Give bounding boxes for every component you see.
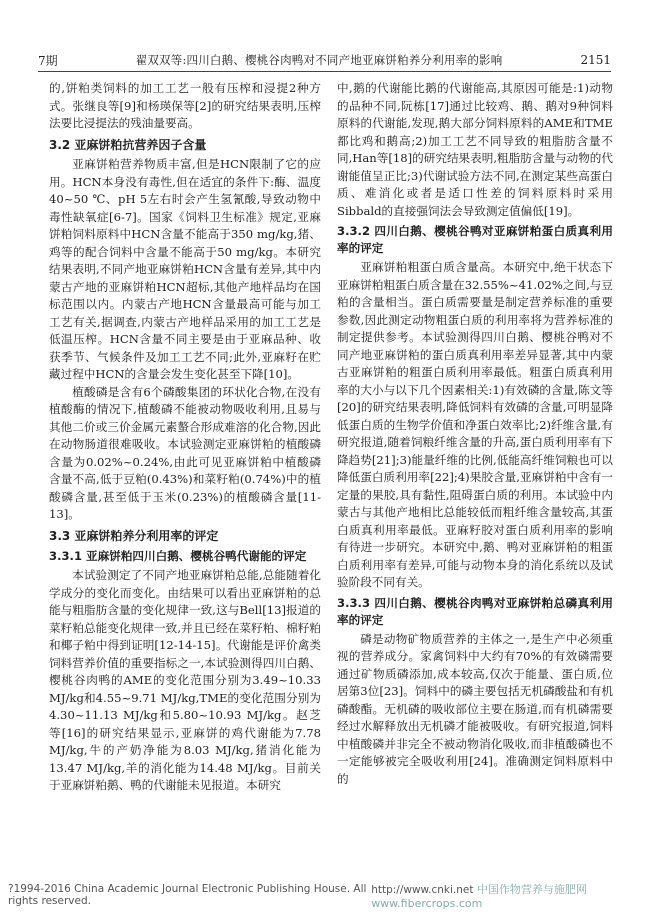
subsection-heading-3-3-2: 3.3.2 四川白鹅、樱桃谷鸭对亚麻饼粕蛋白质真利用率的评定	[337, 224, 613, 255]
page-header	[38, 50, 611, 70]
header-divider	[38, 71, 611, 72]
paragraph: 亚麻饼粕粗蛋白质含量高。本研究中,绝干状态下亚麻饼粕粗蛋白质含量在32.55%~41.02%之间,与豆粕的含量相当。蛋白质需要量是制定营养标准的重要参数,因此测定动物粗蛋白质的利用率将为营养标准的制定提供参考。本试验测得四川白鹅、樱桃谷鸭对不同产地亚麻饼粕的蛋白质真利用率差异显著,其中内蒙古亚麻饼粕的粗蛋白质利用率最低。粗蛋白质真利用率的大小与以下几个因素相关:1)有效磷的含量,陈文等[20]的研究结果表明,降低饲料有效磷的含量,可明显降低蛋白质的生物学价值和净蛋白效率比;2)纤维含量,有研究报道,随着饲粮纤维含量的升高,蛋白质利用率有下降趋势[21];3)能量纤维的比例,低能高纤维饲粮也可以降低蛋白质利用率[22];4)果胶含量,亚麻饼粕中含有一定量的果胶,具有黏性,阻碍蛋白质的利用。本试验中内蒙古与其他产地相比总能较低而粗纤维含量较高,其蛋白质真利用率最低。亚麻籽胶对蛋白质利用率的影响有待进一步研究。本研究中,鹅、鸭对亚麻饼粕的粗蛋白质利用率有差异,可能与动物本身的消化系统以及试验阶段不同有关。	[337, 260, 613, 589]
paragraph: 磷是动物矿物质营养的主体之一,是生产中必须重视的营养成分。家禽饲料中大约有70%的有效磷需要通过矿物质磷添加,成本较高,仅次于能量、蛋白质,位居第3位[23]。饲料中的磷主要包括无机磷酸盐和有机磷酸酯。无机磷的吸收部位主要在肠道,而有机磷需要经过水解释放出无机磷才能被吸收。有研究报道,饲料中植酸磷并非完全不被动物消化吸收,而非植酸磷也不一定能够被完全吸收利用[24]。准确测定饲料原料中的	[337, 631, 613, 786]
section-heading-3-3: 3.3 亚麻饼粕养分利用率的评定	[49, 528, 219, 543]
paragraph: 植酸磷是含有6个磷酸集团的环状化合物,在没有植酸酶的情况下,植酸磷不能被动物吸收利用,且易与其他二价或三价金属元素螯合形成难溶的化合物,因此在动物肠道很难吸收。本试验测定亚麻饼粕的植酸磷含量为0.02%~0.24%,由此可见亚麻饼粕中植酸磷含量不高,低于豆粕(0.43%)和菜籽粕(0.74%)中的植酸磷含量,甚至低于玉米(0.23%)的植酸磷含量[11-13]。	[49, 384, 321, 521]
cnki-link[interactable]: http://www.cnki.net	[371, 883, 474, 896]
subsection-heading-3-3-3: 3.3.3 四川白鹅、樱桃谷肉鸭对亚麻饼粕总磷真利用率的评定	[337, 595, 613, 627]
running-title: 翟双双等:四川白鹅、樱桃谷肉鸭对不同产地亚麻饼粕养分利用率的影响	[135, 53, 503, 67]
site-watermark: 中国作物营养与施肥网 www.fibercrops.com	[371, 882, 587, 910]
right-column	[337, 80, 613, 788]
paragraph: 中,鹅的代谢能比鹅的代谢能高,其原因可能是:1)动物的品种不同,阮栋[17]通过比较鸡、鹅、鹅对9种饲料原料的代谢能,发现,鹅大部分饲料原料的AME和TME都比鸡和鹅高;2)加工工艺不同导致的粗脂肪含量不同,Han等[18]的研究结果表明,粗脂肪含量与动物的代谢能值呈正比;3)代谢试验方法不同,在测定某些高蛋白质、难消化或者是适口性差的饲料原料时采用Sibbald的直接强饲法会导致测定值偏低[19]。	[337, 81, 613, 218]
paragraph: 亚麻饼粕营养物质丰富,但是HCN限制了它的应用。HCN本身没有毒性,但在适宜的条件下:酶、温度40~50 ℃、pH 5左右时会产生氢氰酸,导致动物中毒性缺氧症[6-7]。国家《饲料卫生标准》规定,亚麻饼粕饲料原料中HCN含量不能高于350 mg/kg,猪、鸡等的配合饲料中含量不能高于50 mg/kg。本研究结果表明,不同产地亚麻饼粕HCN含量有差异,其中内蒙古产地的亚麻饼粕HCN超标,其他产地样品均在国标范围以内。内蒙古产地HCN含量最高可能与加工工艺有关,据调查,内蒙古产地样品采用的加工工艺是低温压榨。HCN含量不同主要是由于亚麻品种、收获季节、气候条件及加工工艺不同;此外,亚麻籽在贮藏过程中HCN的含量会发生变化甚至下降[10]。	[49, 157, 321, 381]
section-heading-3-2: 3.2 亚麻饼粕抗营养因子含量	[49, 137, 207, 152]
page-footer	[8, 882, 641, 910]
paragraph: 的,饼粕类饲料的加工工艺一般有压榨和浸提2种方式。张继良等[9]和杨瑛保等[2]的研究结果表明,压榨法要比浸提法的残油量要高。	[49, 81, 321, 130]
left-column	[49, 80, 321, 795]
subsection-heading-3-3-1: 3.3.1 亚麻饼粕四川白鹅、樱桃谷鸭代谢能的评定	[49, 549, 307, 563]
paragraph: 本试验测定了不同产地亚麻饼粕总能,总能随着化学成分的变化而变化。由结果可以看出亚麻饼粕的总能与粗脂肪含量的变化规律一致,这与Bell[13]报道的菜籽粕总能变化规律一致,并且已经在菜籽粕、棉籽粕和椰子粕中得到证明[12-14-15]。代谢能是评价禽类饲料营养价值的重要指标之一,本试验测得四川白鹅、樱桃谷肉鸭的AME的变化范围分别为3.49~10.33 MJ/kg和4.55~9.71 MJ/kg,TME的变化范围分别为4.30~11.13 MJ/kg和5.80~10.93 MJ/kg。赵芝等[16]的研究结果显示,亚麻饼的鸡代谢能为7.78 MJ/kg,牛的产奶净能为8.03 MJ/kg,猪消化能为13.47 MJ/kg,羊的消化能为14.48 MJ/kg。目前关于亚麻饼粕鹅、鸭的代谢能未见报道。本研究	[49, 568, 321, 792]
copyright-notice: ?1994-2016 China Academic Journal Electronic Publishing House. All rights reserved.	[8, 883, 367, 907]
page-number: 2151	[580, 53, 611, 67]
issue-number: 7期	[38, 53, 58, 68]
